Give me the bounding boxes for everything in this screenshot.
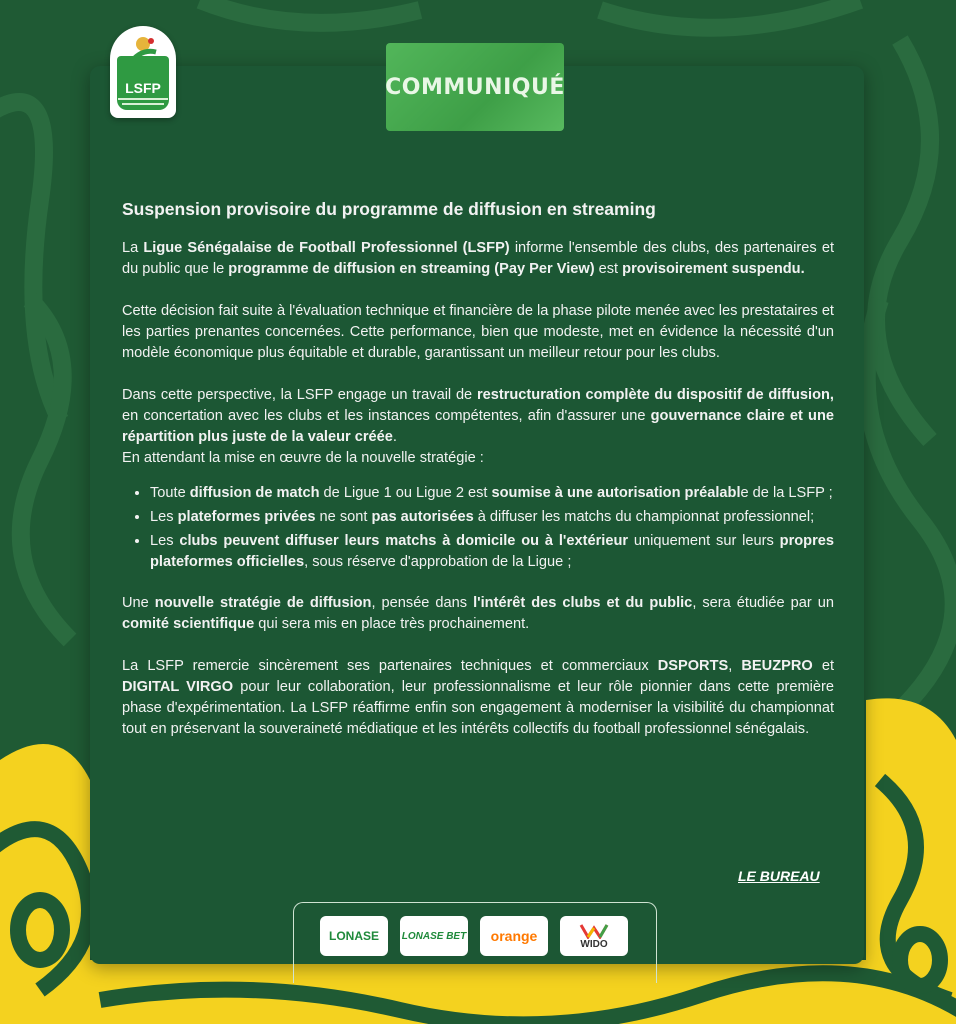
paragraph-perspective: Dans cette perspective, la LSFP engage un travail de restructuration complète du dispositif de diffusion, en concertation avec les clubs et les instances compétentes, afin d'assurer une gouvernance claire et une répartition plus juste de la valeur créée. xyxy=(122,387,834,445)
logo-subline xyxy=(118,98,168,100)
logo-subline xyxy=(122,103,164,105)
sponsor-wido-label: WIDO xyxy=(580,938,608,950)
paragraph-waiting: En attendant la mise en œuvre de la nouvelle stratégie : xyxy=(122,450,484,466)
lsfp-logo xyxy=(110,26,176,118)
document-body xyxy=(122,198,834,761)
sponsor-logo xyxy=(560,916,628,956)
banner-title: COMMUNIQUÉ xyxy=(385,74,565,100)
paragraph-decision: Cette décision fait suite à l'évaluation technique et financière de la phase pilote menée avec les prestataires et les parties prenantes concernées. Cette performance, bien que modeste, met en évidence la nécessité d'un modèle économique plus équitable et durable, garantissant un meilleur retour pour les clubs. xyxy=(122,303,834,361)
list-item: • Les clubs peuvent diffuser leurs matchs à domicile ou à l'extérieur uniquement sur leurs propres plateformes officielles, sous réserve d'approbation de la Ligue ; xyxy=(150,531,834,573)
wido-w-icon xyxy=(579,923,609,939)
sponsor-logo: LONASE BET xyxy=(400,916,468,956)
communique-banner xyxy=(386,43,564,131)
document-heading: Suspension provisoire du programme de diffusion en streaming xyxy=(122,199,656,219)
list-item: • Toute diffusion de match de Ligue 1 ou Ligue 2 est soumise à une autorisation préalable de la LSFP ; xyxy=(150,483,834,504)
paragraph-strategy: Une nouvelle stratégie de diffusion, pensée dans l'intérêt des clubs et du public, sera étudiée par un comité scientifique qui sera mis en place très prochainement. xyxy=(122,595,834,632)
logo-text: LSFP xyxy=(125,80,161,96)
paragraph-thanks: La LSFP remercie sincèrement ses partenaires techniques et commerciaux DSPORTS, BEUZPRO et DIGITAL VIRGO pour leur collaboration, leur professionnalisme et leur rôle pionnier dans cette première phase d'expérimentation. La LSFP réaffirme enfin son engagement à moderniser la visibilité du championnat tout en préservant la souveraineté médiatique et les intérêts collectifs du football professionnel sénégalais. xyxy=(122,658,835,737)
list-item: • Les plateformes privées ne sont pas autorisées à diffuser les matchs du championnat professionnel; xyxy=(150,507,834,528)
paragraph-intro: La Ligue Sénégalaise de Football Professionnel (LSFP) informe l'ensemble des clubs, des partenaires et du public que le programme de diffusion en streaming (Pay Per View) est provisoirement suspendu. xyxy=(122,240,834,277)
sponsor-logo: LONASE xyxy=(320,916,388,956)
measures-list xyxy=(122,483,834,573)
signature: LE BUREAU xyxy=(738,868,820,884)
sponsor-logo: orange xyxy=(480,916,548,956)
